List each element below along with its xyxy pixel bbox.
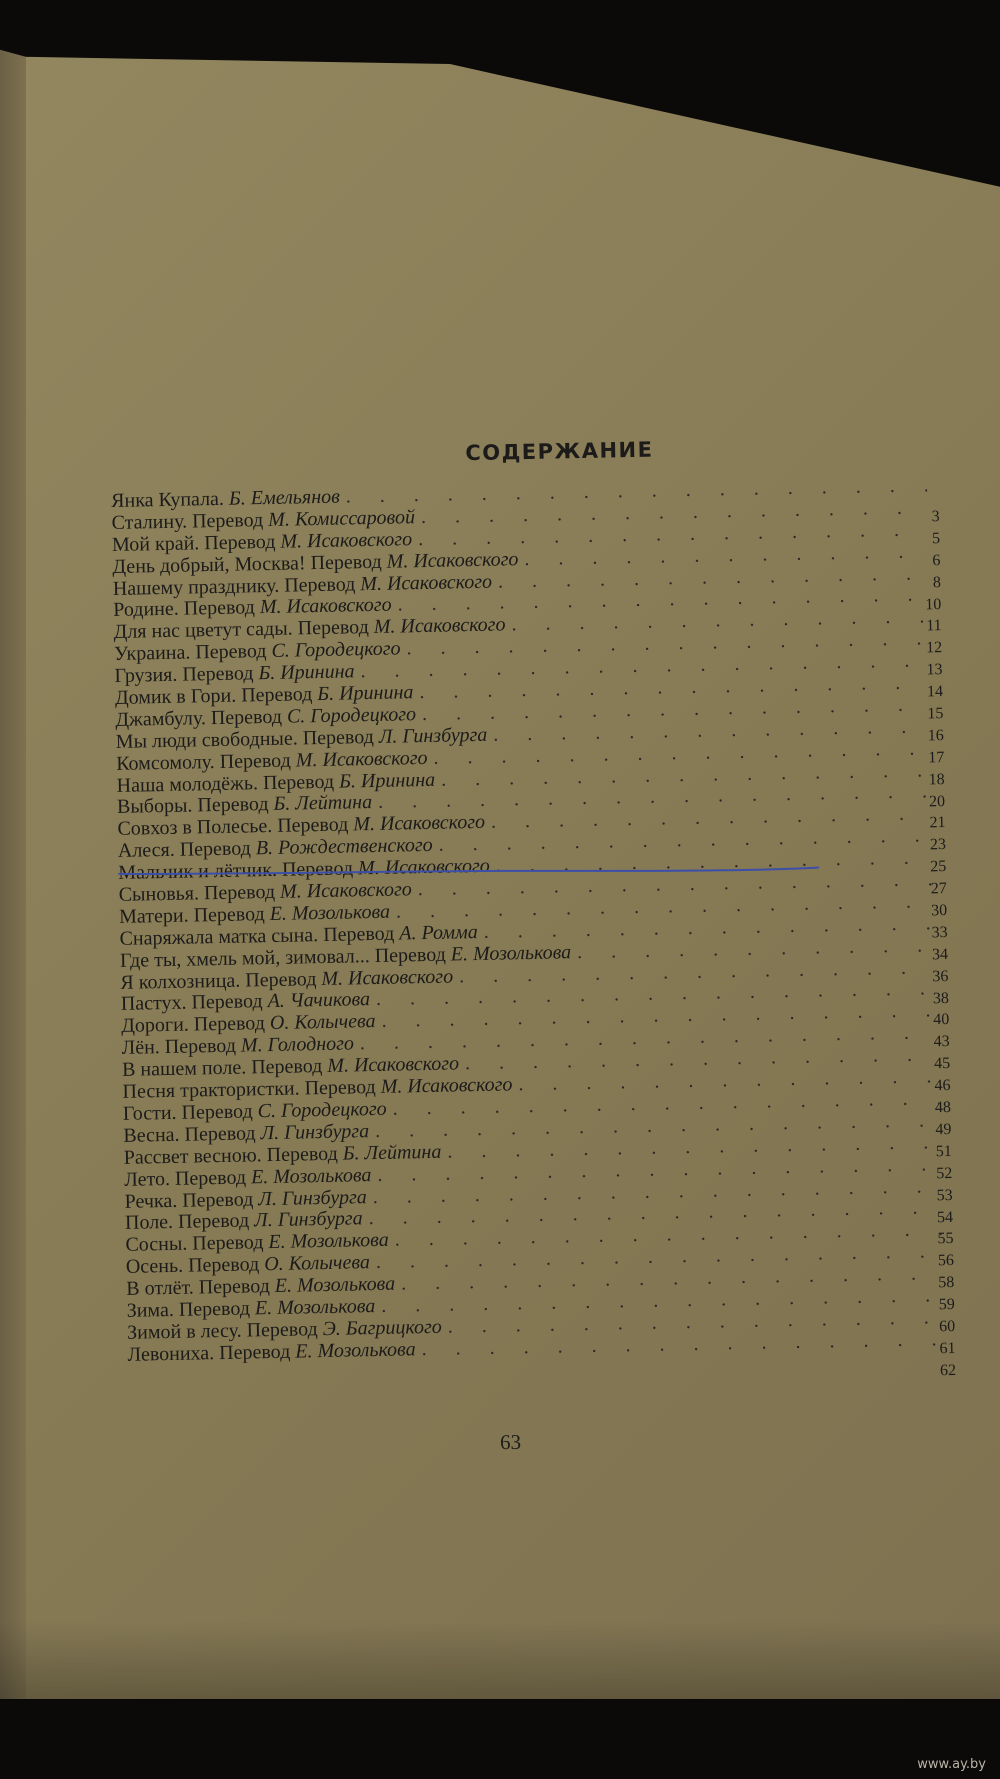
entry-author: В. Рождественского — [255, 834, 433, 860]
entry-author: М. Исаковского — [353, 811, 486, 836]
entry-translation-label: Перевод — [277, 813, 349, 838]
entry-page-number: 62 — [939, 1361, 957, 1379]
entry-page-number: 33 — [931, 923, 948, 942]
entry-author: М. Исаковского — [295, 746, 428, 772]
entry-title: Родине. — [113, 598, 179, 622]
entry-title: Весна. — [123, 1123, 180, 1147]
page-bottom-shadow — [0, 1620, 1000, 1700]
entry-translation-label: Перевод — [187, 1253, 260, 1277]
entry-translation-label: Перевод — [178, 1297, 251, 1321]
entry-title: В нашем поле. — [121, 1056, 247, 1082]
entry-page-number: 45 — [933, 1055, 951, 1073]
entry-title: Совхоз в Полесье. — [117, 815, 273, 841]
entry-author: М. Исаковского — [327, 1052, 460, 1078]
entry-page-number: 59 — [938, 1296, 955, 1314]
entry-title: Янка Купала. — [110, 487, 225, 512]
entry-title: Дороги. — [121, 1013, 190, 1038]
entry-page-number: 15 — [927, 705, 944, 723]
entry-author: М. Голодного — [240, 1032, 355, 1057]
entry-author: Е. Мозолькова — [254, 1295, 376, 1320]
entry-page-number: 54 — [936, 1208, 954, 1226]
entry-title: Зима. — [126, 1298, 175, 1322]
entry-author: Б. Емельянов — [228, 485, 341, 510]
entry-author: Е. Мозолькова — [268, 1229, 389, 1254]
entry-page-number: 34 — [931, 945, 949, 964]
entry-author: С. Городецкого — [257, 1097, 387, 1123]
entry-author: Б. Иринина — [317, 681, 414, 706]
entry-translation-label: Перевод — [203, 880, 276, 905]
entry-page-number: 52 — [936, 1164, 953, 1182]
entry-translation-label: Перевод — [266, 1142, 338, 1166]
entry-author: М. Комиссаровой — [267, 506, 416, 531]
entry-page-number: 18 — [928, 770, 945, 789]
entry-translation-label: Перевод — [218, 1340, 291, 1364]
entry-title: Мой край. — [111, 532, 200, 556]
entry-translation-label: Перевод — [262, 770, 335, 794]
entry-translation-label: Перевод — [302, 725, 375, 750]
entry-author: С. Городецкого — [286, 703, 417, 728]
contents-heading: СОДЕРЖАНИЕ — [465, 437, 654, 466]
entry-translation-label: Перевод — [192, 1231, 264, 1255]
entry-title: Снаряжала матка сына. — [119, 923, 319, 950]
entry-page-number: 25 — [930, 858, 947, 876]
entry-author: Б. Лейтина — [342, 1140, 442, 1165]
entry-title: Украина. — [113, 641, 191, 666]
entry-translation-label: Перевод — [251, 1055, 323, 1079]
entry-translation-label: Перевод — [193, 1012, 266, 1036]
entry-page-number: 13 — [926, 661, 943, 679]
entry-page-number: 21 — [929, 814, 946, 832]
entry-page-number: 23 — [929, 836, 947, 854]
entry-page-number: 51 — [935, 1142, 952, 1161]
entry-page-number: 48 — [934, 1099, 952, 1117]
entry-translation-label: Перевод — [193, 903, 265, 927]
entry-page-number: 14 — [926, 683, 944, 701]
entry-translation-label: Перевод — [198, 1275, 271, 1299]
entry-title: Поле. — [124, 1211, 174, 1235]
entry-translation-label: Перевод — [310, 550, 382, 574]
entry-title: Мы люди свободные. — [115, 727, 298, 753]
entry-page-number: 12 — [925, 639, 943, 657]
entry-author: О. Колычева — [269, 1010, 376, 1035]
entry-title: Рассвет весною. — [123, 1143, 262, 1169]
entry-title: Нашему празднику. — [112, 574, 280, 600]
entry-title: Сосны. — [125, 1232, 188, 1257]
entry-translation-label: Перевод — [195, 640, 267, 664]
entry-translation-label: Перевод — [219, 749, 292, 773]
entry-title: Лён. — [121, 1036, 161, 1060]
entry-translation-label: Перевод — [179, 837, 252, 861]
entry-author: Б. Иринина — [338, 768, 436, 793]
entry-author: Е. Мозолькова — [274, 1272, 396, 1298]
entry-title: Мальчик и лётчик. — [118, 859, 278, 885]
entry-page-number: 56 — [937, 1252, 955, 1270]
entry-translation-label: Перевод — [297, 616, 369, 640]
entry-translation-label: Перевод — [164, 1034, 237, 1059]
entry-translation-label: Перевод — [183, 596, 256, 621]
entry-translation-label: Перевод — [210, 705, 283, 730]
pen-stroke — [118, 857, 818, 881]
entry-page-number: 27 — [930, 880, 947, 898]
entry-author: Е. Мозолькова — [295, 1338, 416, 1363]
entry-translation-label: Перевод — [374, 943, 447, 967]
entry-page-number: 53 — [936, 1186, 953, 1204]
entry-translation-label: Перевод — [197, 793, 269, 817]
entry-page-number: 61 — [939, 1339, 956, 1358]
entry-title: Наша молодёжь. — [116, 771, 259, 797]
entry-title: Алеся. — [117, 839, 175, 863]
entry-title: Я колхозница. — [120, 969, 241, 994]
entry-author: Э. Багрицкого — [322, 1315, 442, 1340]
entry-page-number: 20 — [928, 792, 946, 810]
entry-page-number: 8 — [932, 573, 942, 591]
entry-translation-label: Перевод — [182, 662, 254, 686]
entry-page-number: 30 — [931, 902, 948, 920]
entry-translation-label: Перевод — [241, 683, 313, 707]
entry-translation-label: Перевод — [204, 530, 276, 554]
entry-title: Осень. — [125, 1254, 184, 1279]
page-gutter — [0, 0, 26, 1779]
entry-author: Л. Гинзбурга — [378, 723, 488, 748]
entry-title: Лето. — [123, 1167, 171, 1191]
entry-page-number: 11 — [926, 617, 942, 635]
entry-page-number: 3 — [931, 508, 940, 526]
entry-translation-label: Перевод — [304, 1076, 376, 1100]
entry-author: Б. Лейтина — [273, 791, 373, 816]
entry-author: Л. Гинзбурга — [260, 1119, 370, 1145]
contents-block — [110, 424, 957, 1490]
entry-title: Джамбулу. — [115, 707, 207, 731]
page-folio-number: 63 — [499, 1429, 522, 1455]
entry-translation-label: Перевод — [283, 572, 356, 597]
entry-title: Пастух. — [120, 992, 187, 1016]
entry-title: День добрый, Москва! — [112, 551, 306, 578]
entry-author: Л. Гинзбурга — [258, 1185, 367, 1210]
entry-title: Гости. — [122, 1101, 177, 1125]
entry-page-number: 40 — [933, 1011, 950, 1029]
entry-translation-label: Перевод — [184, 1122, 256, 1146]
entry-page-number: 10 — [925, 595, 942, 613]
entry-author: М. Исаковского — [321, 965, 454, 990]
entry-translation-label: Перевод — [174, 1166, 247, 1190]
entry-author: Е. Мозолькова — [450, 940, 572, 966]
entry-translation-label: Перевод — [181, 1100, 253, 1124]
entry-author: М. Исаковского — [279, 878, 413, 903]
entry-author: М. Исаковского — [280, 528, 413, 553]
watermark-text: www.ay.by — [917, 1757, 986, 1772]
entry-title: В отлёт. — [126, 1276, 194, 1300]
entry-page-number: 16 — [927, 726, 944, 745]
entry-title: Матери. — [118, 904, 189, 928]
entry-title: Выборы. — [116, 794, 193, 819]
entry-author: М. Исаковского — [360, 570, 493, 595]
entry-title: Речка. — [124, 1189, 178, 1213]
entry-author: М. Исаковского — [386, 547, 519, 573]
entry-author: О. Колычева — [264, 1251, 371, 1276]
entry-page-number: 49 — [935, 1120, 952, 1139]
entry-author: М. Исаковского — [380, 1073, 513, 1098]
entry-translation-label: Перевод — [245, 967, 317, 992]
entry-author: А. Ромма — [399, 920, 478, 945]
entry-title: Где ты, хмель мой, зимовал... — [119, 944, 370, 972]
entry-page-number: 6 — [932, 551, 941, 570]
entry-author: Б. Иринина — [258, 660, 355, 685]
entry-author: М. Исаковского — [259, 594, 392, 619]
entry-translation-label: Перевод — [191, 990, 263, 1015]
entry-title: Домик в Гори. — [114, 684, 237, 709]
entry-page-number: 5 — [931, 529, 941, 548]
entry-translation-label: Перевод — [181, 1187, 254, 1212]
entry-author: М. Исаковского — [373, 613, 506, 639]
entry-title: Песня трактористки. — [122, 1077, 300, 1103]
entry-page-number: 55 — [937, 1230, 954, 1248]
entry-title: Левониха. — [127, 1341, 215, 1366]
entry-page-number: 60 — [939, 1317, 956, 1336]
entry-author: А. Чачикова — [267, 988, 371, 1013]
entry-translation-label: Перевод — [322, 922, 395, 946]
entry-translation-label: Перевод — [177, 1209, 250, 1234]
entry-author: Е. Мозолькова — [250, 1163, 372, 1189]
entry-title: Грузия. — [114, 663, 178, 688]
entry-page-number: 36 — [932, 967, 949, 986]
entry-author: Л. Гинзбурга — [253, 1207, 363, 1232]
entry-author: М. Исаковского — [357, 854, 490, 880]
entry-title: Сталину. — [111, 510, 188, 534]
entry-title: Комсомолу. — [116, 750, 215, 775]
entry-author: С. Городецкого — [271, 637, 401, 663]
entry-translation-label: Перевод — [191, 508, 264, 533]
entry-page-number: 38 — [932, 989, 950, 1007]
entry-translation-label: Перевод — [281, 857, 354, 881]
entry-title: Зимой в лесу. — [126, 1319, 242, 1344]
entry-author: Е. Мозолькова — [269, 900, 391, 925]
entry-page-number: 43 — [933, 1033, 950, 1051]
entry-title: Сыновья. — [118, 882, 200, 906]
entry-page-number: 58 — [938, 1274, 955, 1292]
entry-page-number: 17 — [928, 748, 945, 767]
entry-translation-label: Перевод — [246, 1318, 318, 1342]
entry-title: Для нас цветут сады. — [113, 617, 293, 644]
entry-page-number: 46 — [934, 1077, 951, 1095]
